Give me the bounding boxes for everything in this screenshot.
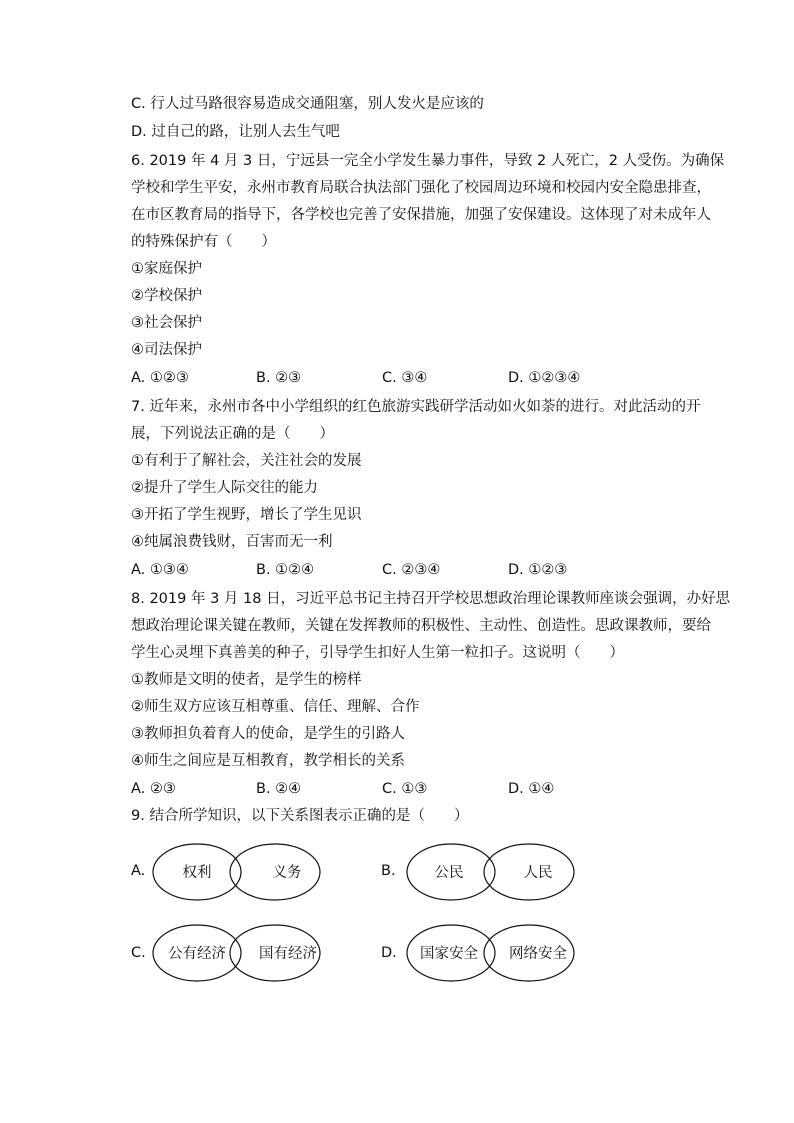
q7-option-a[interactable]: A. ①③④ [131, 562, 189, 578]
q7-stem-line: 7. 近年来，永州市各中小学组织的红色旅游实践研学活动如火如荼的进行。对此活动的开 [131, 399, 701, 415]
q9-diagram-a-venn [150, 838, 340, 908]
q6-stem-line: 学校和学生平安，永州市教育局联合执法部门强化了校园周边环境和校园内安全隐患排查， [131, 180, 711, 196]
venn-left-label: 权利 [182, 865, 212, 881]
q6-item: ②学校保护 [131, 288, 202, 304]
venn-right-label: 人民 [523, 865, 553, 881]
q9-diagram-b-letter[interactable]: B. [381, 863, 396, 879]
q6-option-b[interactable]: B. ②③ [256, 370, 302, 386]
q8-option-a[interactable]: A. ②③ [131, 781, 176, 797]
q7-item: ④纯属浪费钱财，百害而无一利 [131, 534, 333, 550]
q7-option-b[interactable]: B. ①②④ [256, 562, 315, 578]
venn-right-label: 网络安全 [509, 946, 567, 962]
q6-stem-line: 在市区教育局的指导下，各学校也完善了安保措施，加强了安保建设。这体现了对未成年人 [131, 207, 711, 223]
q7-item: ③开拓了学生视野，增长了学生见识 [131, 507, 362, 523]
q9-diagram-c-venn [150, 919, 340, 989]
q7-item: ②提升了学生人际交往的能力 [131, 480, 318, 496]
q8-item: ②师生双方应该互相尊重、信任、理解、合作 [131, 699, 420, 715]
q9-diagram-d-letter[interactable]: D. [381, 945, 397, 961]
q5-option-d: D. 过自己的路，让别人去生气吧 [131, 124, 340, 140]
q8-option-c[interactable]: C. ①③ [382, 781, 428, 797]
q8-item: ①教师是文明的使者，是学生的榜样 [131, 672, 362, 688]
q6-item: ④司法保护 [131, 342, 202, 358]
q9-diagram-a-letter[interactable]: A. [131, 863, 146, 879]
venn-left-label: 公民 [434, 865, 464, 881]
q6-stem-line: 6. 2019 年 4 月 3 日，宁远县一完全小学发生暴力事件，导致 2 人死亡，2 人受伤。为确保 [131, 153, 725, 169]
q8-option-b[interactable]: B. ②④ [256, 781, 302, 797]
q8-stem-line: 学生心灵埋下真善美的种子，引导学生扣好人生第一粒扣子。这说明（ ） [131, 645, 624, 661]
q9-stem: 9. 结合所学知识，以下关系图表示正确的是（ ） [131, 808, 469, 824]
q9-diagram-b-venn [404, 838, 594, 908]
q6-stem-line: 的特殊保护有（ ） [131, 234, 276, 250]
q8-item: ③教师担负着育人的使命，是学生的引路人 [131, 726, 405, 742]
q6-item: ①家庭保护 [131, 261, 202, 277]
q6-option-c[interactable]: C. ③④ [382, 370, 428, 386]
q8-option-d[interactable]: D. ①④ [508, 781, 555, 797]
venn-left-label: 公有经济 [168, 946, 226, 962]
q6-option-d[interactable]: D. ①②③④ [508, 370, 581, 386]
venn-left-label: 国家安全 [420, 946, 478, 962]
q7-option-d[interactable]: D. ①②③ [508, 562, 568, 578]
q8-stem-line: 8. 2019 年 3 月 18 日，习近平总书记主持召开学校思想政治理论课教师座谈会强调，办好思 [131, 591, 731, 607]
venn-right-label: 国有经济 [259, 946, 317, 962]
q5-option-c: C. 行人过马路很容易造成交通阻塞，别人发火是应该的 [131, 96, 484, 112]
venn-right-label: 义务 [272, 865, 302, 881]
q9-diagram-c-letter[interactable]: C. [131, 945, 146, 961]
q9-diagram-d-venn [404, 919, 594, 989]
q6-option-a[interactable]: A. ①②③ [131, 370, 189, 386]
q8-item: ④师生之间应是互相教育，教学相长的关系 [131, 753, 405, 769]
q6-item: ③社会保护 [131, 315, 202, 331]
q7-stem-line: 展，下列说法正确的是（ ） [131, 426, 334, 442]
q7-option-c[interactable]: C. ②③④ [382, 562, 441, 578]
q8-stem-line: 想政治理论课关键在教师，关键在发挥教师的积极性、主动性、创造性。思政课教师，要给 [131, 618, 711, 634]
q7-item: ①有利于了解社会，关注社会的发展 [131, 453, 362, 469]
